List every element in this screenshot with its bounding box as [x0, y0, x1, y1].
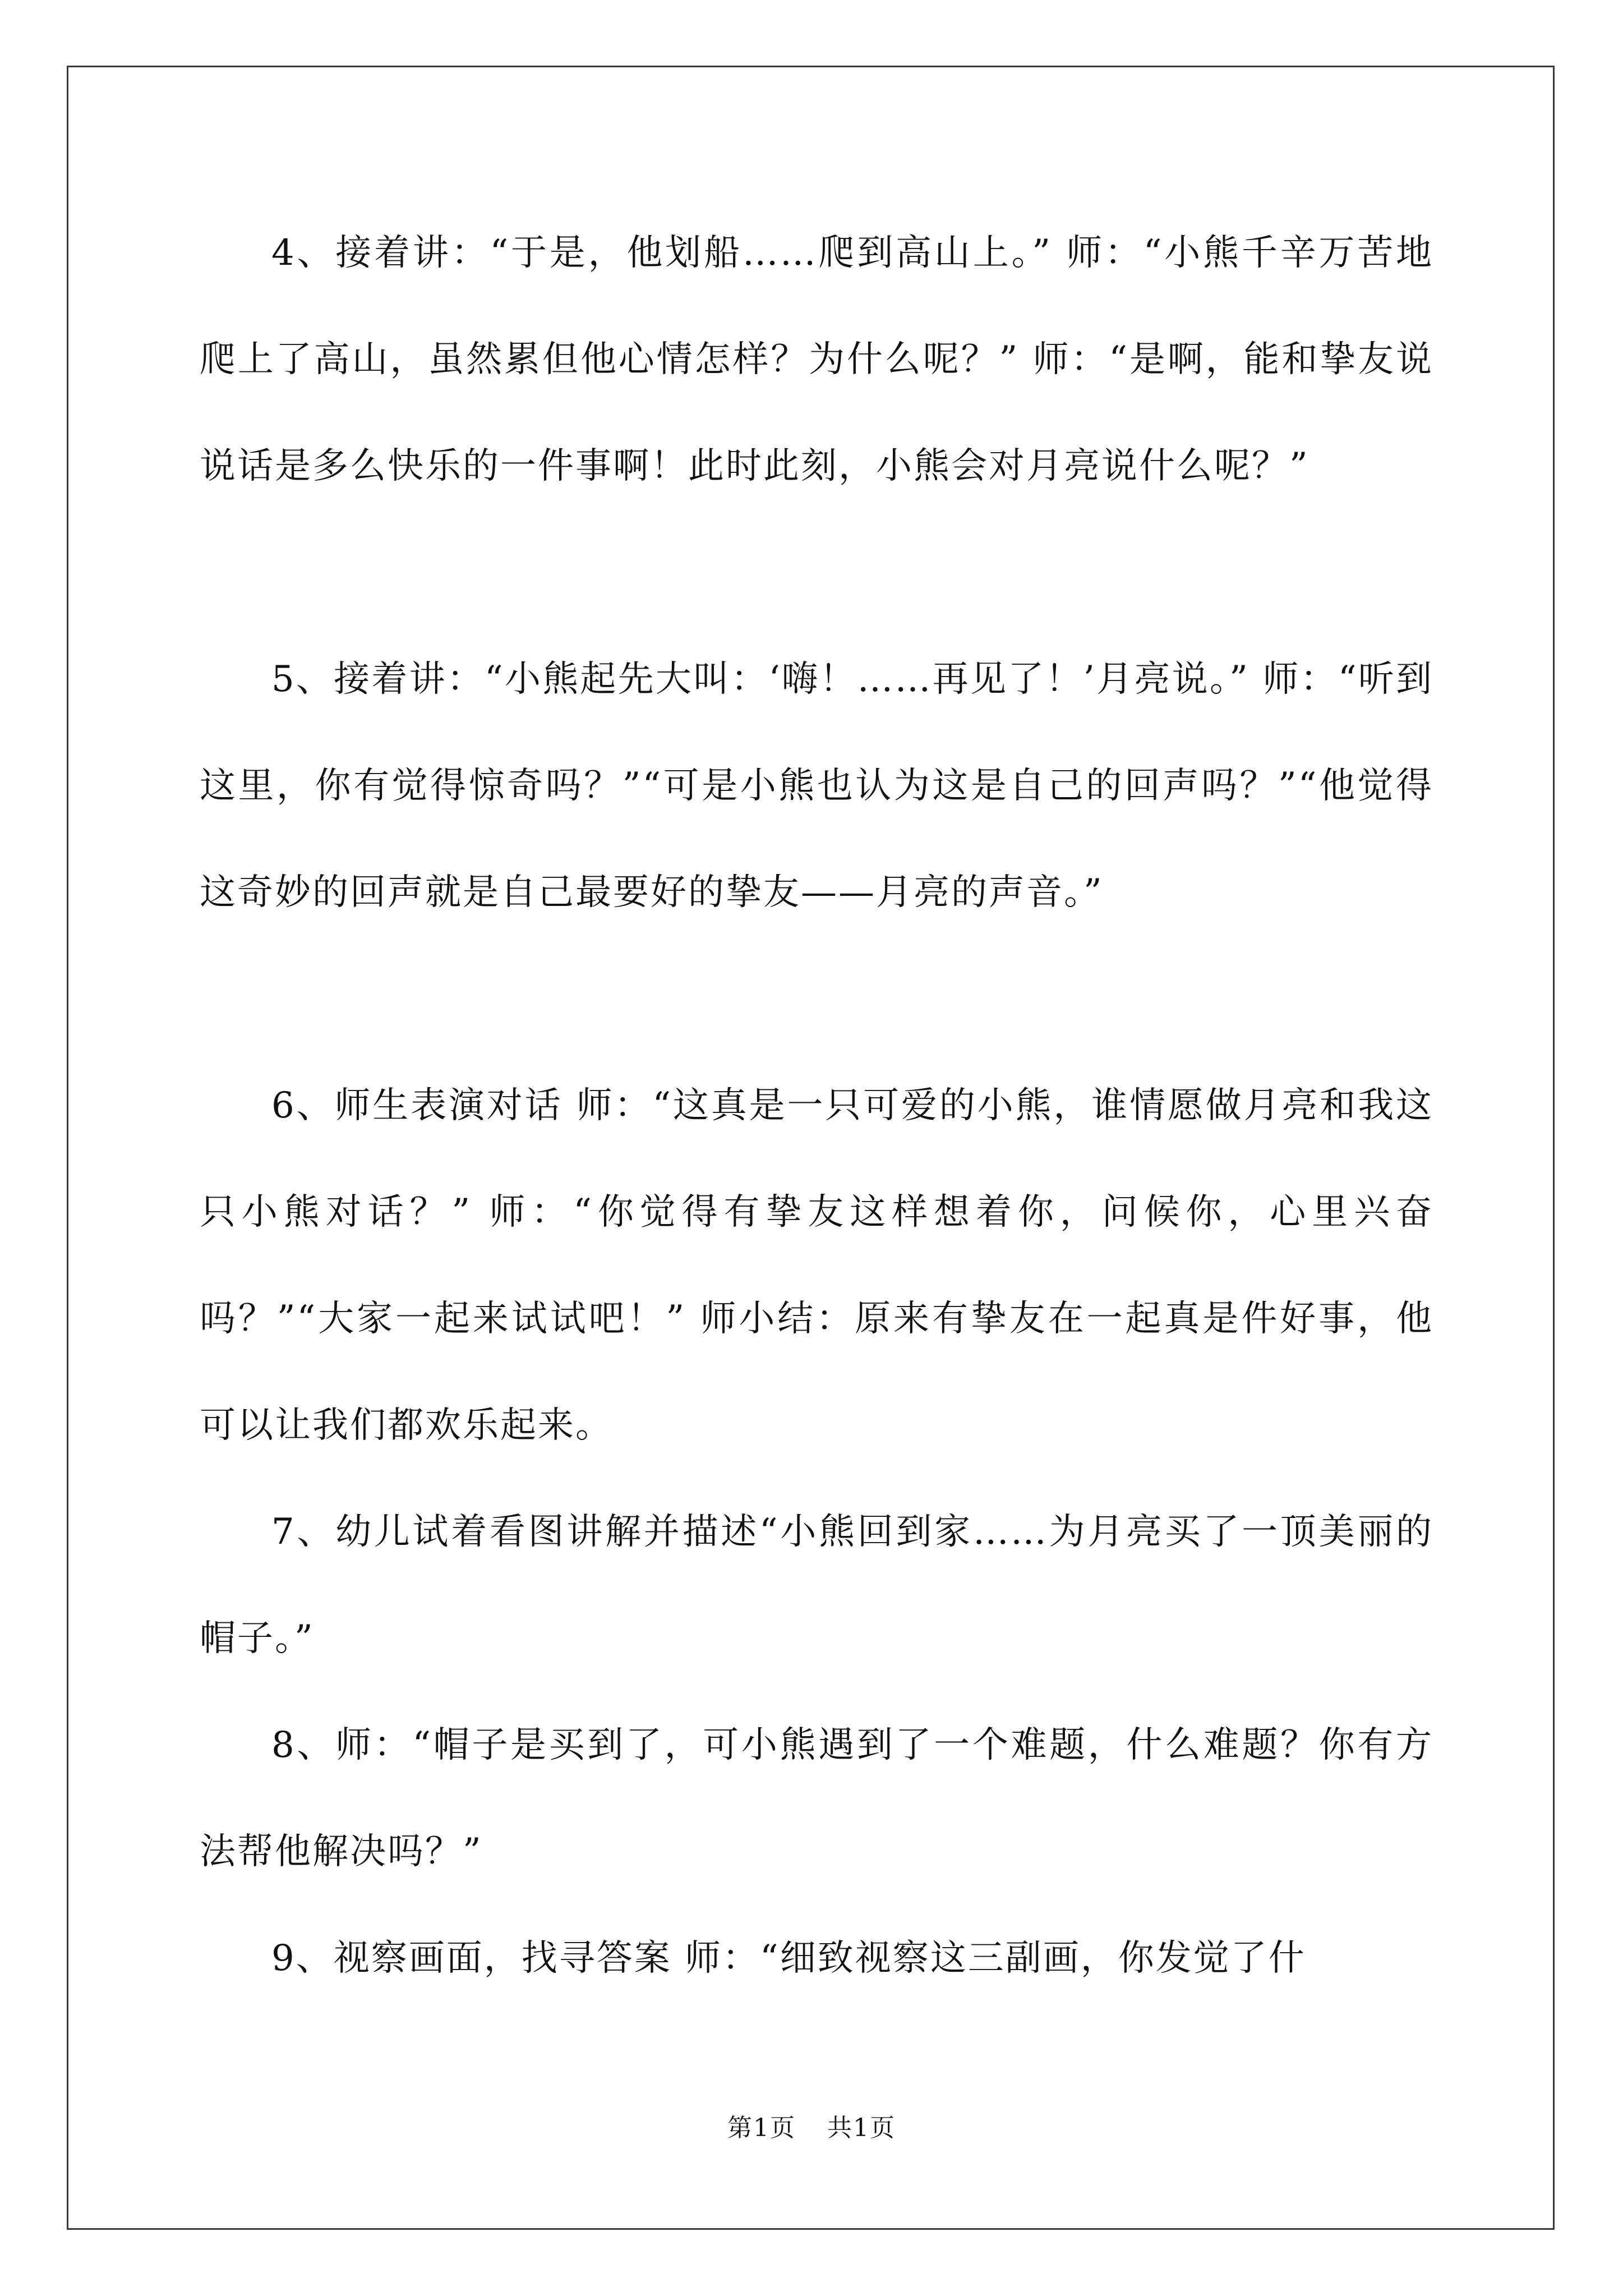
paragraph-7: 7、幼儿试着看图讲解并描述“小熊回到家……为月亮买了一顶美丽的帽子。” — [200, 1511, 1433, 1659]
page-number-total: 共1页 — [827, 2114, 896, 2142]
paragraph-4: 4、接着讲：“于是，他划船……爬到高山上。” 师：“小熊千辛万苦地爬上了高山，虽然累但他心情怎样？为什么呢？” 师：“是啊，能和挚友说说话是多么快乐的一件事啊！此时此刻，小熊会对月亮说什么呢？” — [200, 232, 1433, 487]
page-number-current: 第1页 — [727, 2114, 796, 2142]
page-footer — [0, 2108, 1623, 2143]
paragraph-9: 9、视察画面，找寻答案 师：“细致视察这三副画，你发觉了什 — [271, 1938, 1306, 1979]
paragraph-8: 8、师：“帽子是买到了，可小熊遇到了一个难题，什么难题？你有方法帮他解决吗？” — [200, 1724, 1433, 1872]
paragraph-5: 5、接着讲：“小熊起先大叫：‘嗨！……再见了！’月亮说。” 师：“听到这里，你有觉得惊奇吗？”“可是小熊也认为这是自己的回声吗？”“他觉得这奇妙的回声就是自己最要好的挚友——月亮的声音。” — [200, 659, 1433, 913]
paragraph-6: 6、师生表演对话 师：“这真是一只可爱的小熊，谁情愿做月亮和我这只小熊对话？” 师：“你觉得有挚友这样想着你，问候你，心里兴奋吗？”“大家一起来试试吧！” 师小结：原来有挚友在一起真是件好事，他可以让我们都欢乐起来。 — [200, 1085, 1433, 1446]
